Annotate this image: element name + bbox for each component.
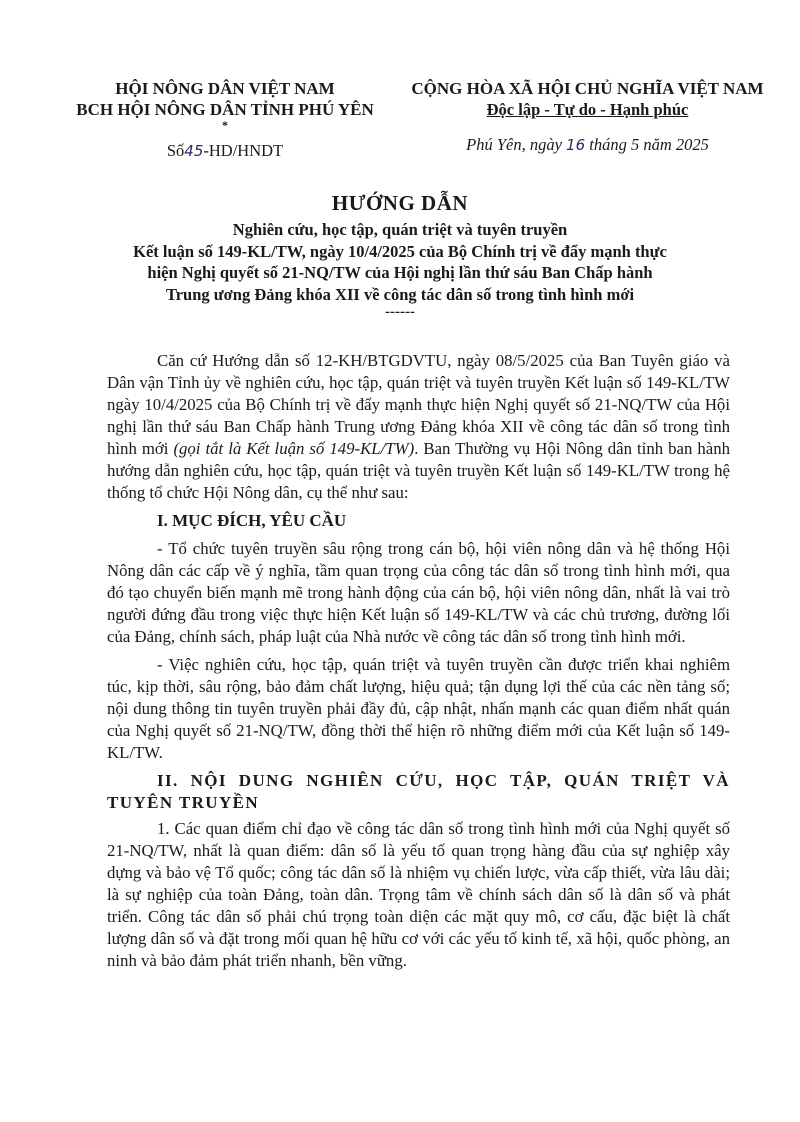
- national-motto: [395, 78, 780, 156]
- document-subject: [0, 219, 800, 305]
- document-title-block: [0, 190, 800, 319]
- intro-paragraph: [107, 350, 730, 504]
- document-number-handwritten: 45: [184, 142, 204, 160]
- subject-line: Kết luận số 149-KL/TW, ngày 10/4/2025 của Bộ Chính trị về đẩy mạnh thực: [133, 241, 667, 261]
- organization-branch: BCH HỘI NÔNG DÂN TỈNH PHÚ YÊN: [76, 100, 374, 119]
- star-mark: *: [222, 118, 228, 132]
- document-date: [395, 134, 780, 156]
- date-suffix: tháng 5 năm 2025: [589, 135, 709, 154]
- document-number-prefix: Số: [166, 141, 185, 160]
- nation-motto: Độc lập - Tự do - Hạnh phúc: [486, 100, 689, 119]
- intro-tail: . Ban Thường vụ Hội Nông dân tỉnh ban hành hướng dẫn nghiên cứu, học tập, quán triệt và tuyên truyền Kết luận số 149-KL/TW trong hệ thống tổ chức Hội Nông dân, cụ thể như sau:: [107, 439, 730, 502]
- section1-paragraph: - Tổ chức tuyên truyền sâu rộng trong cán bộ, hội viên nông dân và hệ thống Hội Nông dân các cấp về ý nghĩa, tầm quan trọng của công tác dân số trong tình hình mới, qua đó tạo chuyển biến mạnh mẽ trong hành động của cán bộ, hội viên nông dân, nhất là vai trò người đứng đầu trong việc thực hiện Kết luận số 149-KL/TW và các chủ trương, đường lối của Đảng, chính sách, pháp luật của Nhà nước về công tác dân số trong tình hình mới.: [107, 539, 730, 646]
- document-number: [55, 140, 395, 162]
- date-prefix: Phú Yên, ngày: [466, 135, 562, 154]
- intro-text: Căn cứ Hướng dẫn số 12-KH/BTGDVTU, ngày 08/5/2025 của Ban Tuyên giáo và Dân vận Tỉnh ủy về nghiên cứu, học tập, quán triệt và tuyên truyền Kết luận số 149-KL/TW ngày 10/4/2025 của Bộ Chính trị về đẩy mạnh thực hiện Nghị quyết số 21-NQ/TW của Hội nghị lần thứ sáu Ban Chấp hành Trung ương Đảng khóa XII về công tác dân số trong tình hình mới: [107, 351, 730, 458]
- intro-italic-note: (gọi tắt là Kết luận số 149-KL/TW): [173, 439, 415, 458]
- section-heading-purpose: I. MỤC ĐÍCH, YÊU CẦU: [157, 511, 347, 530]
- subject-line: hiện Nghị quyết số 21-NQ/TW của Hội nghị lần thứ sáu Ban Chấp hành: [147, 263, 653, 282]
- document-header: [0, 78, 800, 168]
- title-separator: ------: [385, 304, 415, 320]
- organization-name: HỘI NÔNG DÂN VIỆT NAM: [115, 79, 335, 98]
- document-number-suffix: -HD/HNDT: [203, 141, 284, 160]
- section1-paragraph: - Việc nghiên cứu, học tập, quán triệt và tuyên truyền cần được triển khai nghiêm túc, kịp thời, sâu rộng, bảo đảm chất lượng, hiệu quả; tận dụng lợi thế của các nền tảng số; nội dung thông tin tuyên truyền phải đầy đủ, cập nhật, nhấn mạnh các quan điểm nhất quán của Nghị quyết số 21-NQ/TW, đồng thời thể hiện rõ những điểm mới của Kết luận số 149-KL/TW.: [107, 655, 730, 762]
- issuing-organization: [55, 78, 395, 162]
- date-day-handwritten: 16: [566, 136, 586, 154]
- subject-line: Nghiên cứu, học tập, quán triệt và tuyên truyền: [232, 220, 568, 239]
- subject-line: Trung ương Đảng khóa XII về công tác dân số trong tình hình mới: [165, 284, 635, 304]
- document-body: [107, 350, 730, 978]
- document-type: HƯỚNG DẪN: [331, 191, 469, 215]
- section2-paragraph: 1. Các quan điểm chỉ đạo về công tác dân số trong tình hình mới của Nghị quyết số 21-NQ/TW, nhất là quan điểm: dân số là yếu tố quan trọng hàng đầu của sự nghiệp xây dựng và bảo vệ Tổ quốc; công tác dân số là nhiệm vụ chiến lược, vừa cấp thiết, vừa lâu dài; là sự nghiệp của toàn Đảng, toàn dân. Trọng tâm về chính sách dân số là dân số và phát triển. Công tác dân số phải chú trọng toàn diện các mặt quy mô, cơ cấu, đặc biệt là chất lượng dân số và đặt trong mối quan hệ hữu cơ với các yếu tố kinh tế, xã hội, quốc phòng, an ninh và bảo đảm phát triển nhanh, bền vững.: [107, 819, 730, 970]
- nation-name: CỘNG HÒA XÃ HỘI CHỦ NGHĨA VIỆT NAM: [411, 79, 764, 98]
- section-heading-content: II. NỘI DUNG NGHIÊN CỨU, HỌC TẬP, QUÁN TRIỆT VÀ TUYÊN TRUYỀN: [107, 771, 730, 812]
